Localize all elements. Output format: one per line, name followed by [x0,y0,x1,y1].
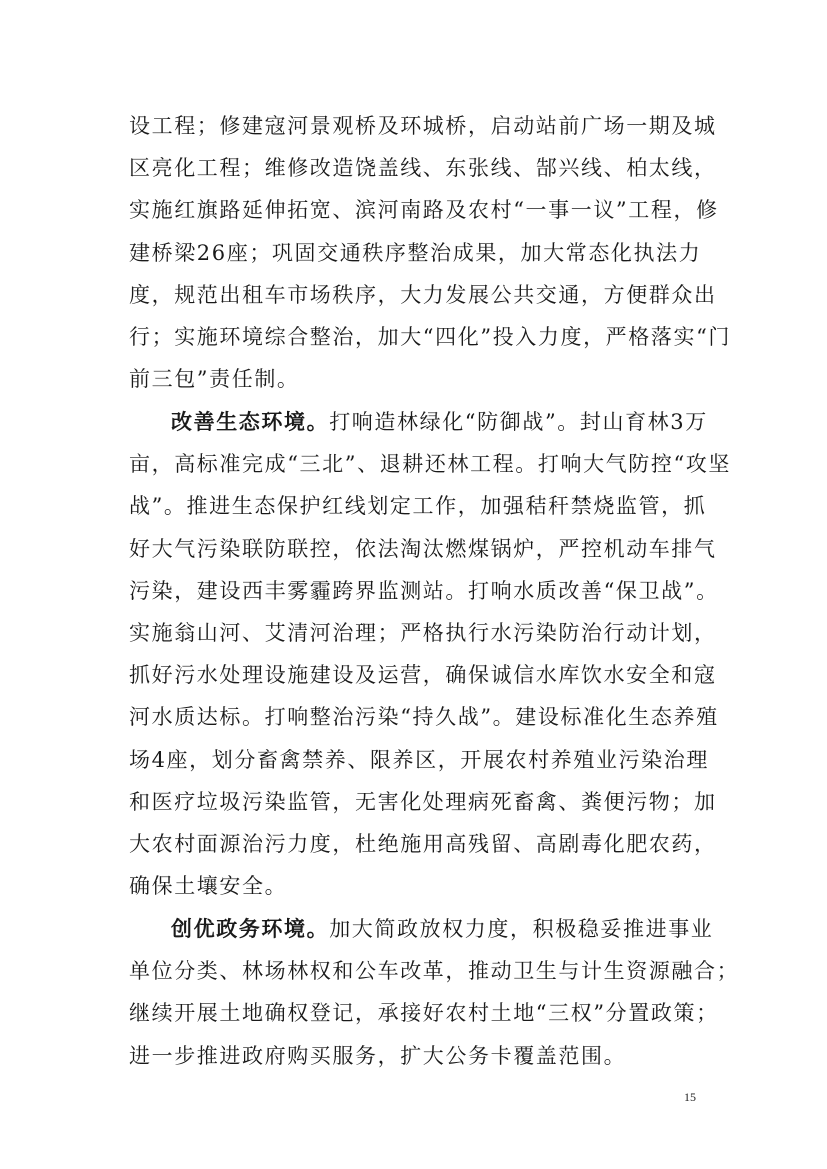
paragraph-ecology [129,401,732,907]
paragraph-line: 大农村面源治污力度，杜绝施用高残留、高剧毒化肥农药， [129,831,717,856]
paragraph-line: 行；实施环境综合整治，加大“四化”投入力度，严格落实“门 [129,324,732,349]
paragraph-line: 好大气污染联防联控，依法淘汰燃煤锅炉，严控机动车排气 [129,536,717,561]
paragraph-line: 继续开展土地确权登记，承接好农村土地“三权”分置政策； [129,1001,719,1026]
paragraph-line: 亩，高标准完成“三北”、退耕还林工程。打响大气防控“攻坚 [129,452,732,477]
paragraph-infrastructure [129,105,732,400]
section-heading-governance: 创优政务环境。 [171,917,330,941]
paragraph-line-rest: 加大简政放权力度，积极稳妥推进事业 [329,917,714,941]
paragraph-line: 度，规范出租车市场秩序，大力发展公共交通，方便群众出 [129,282,717,307]
paragraph-line: 场4座，划分畜禽禁养、限养区，开展农村养殖业污染治理 [129,747,709,772]
paragraph-line: 设工程；修建寇河景观桥及环城桥，启动站前广场一期及城 [129,114,717,138]
paragraph-line: 和医疗垃圾污染监管，无害化处理病死畜禽、粪便污物；加 [129,789,717,814]
paragraph-first-line [129,401,708,443]
paragraph-line: 战”。推进生态保护红线划定工作，加强秸秆禁烧监管，抓 [129,494,707,519]
paragraph-line: 单位分类、林场林权和公车改革，推动卫生与计生资源融合； [129,959,740,984]
paragraph-line: 前三包”责任制。 [129,367,300,392]
paragraph-line: 确保土壤安全。 [129,874,288,899]
paragraph-line: 污染，建设西丰雾霾跨界监测站。打响水质改善“保卫战”。 [129,578,719,603]
paragraph-line: 区亮化工程；维修改造饶盖线、东张线、郜兴线、柏太线， [129,156,717,181]
paragraph-line: 进一步推进政府购买服务，扩大公务卡覆盖范围。 [129,1043,627,1068]
paragraph-line-rest: 打响造林绿化“防御战”。封山育林3万 [329,410,708,434]
section-heading-ecology: 改善生态环境。 [171,410,330,434]
page-number: 15 [684,1090,696,1104]
paragraph-line: 实施红旗路延伸拓宽、滨河南路及农村“一事一议”工程，修 [129,198,719,223]
paragraph-line: 实施翁山河、艾清河治理；严格执行水污染防治行动计划， [129,620,717,645]
paragraph-governance [129,908,740,1077]
paragraph-line: 抓好污水处理设施建设及运营，确保诚信水库饮水安全和寇 [129,663,717,688]
paragraph-line: 建桥梁26座；巩固交通秩序整治成果，加大常态化执法力 [129,240,702,265]
paragraph-first-line [129,908,714,950]
paragraph-line: 河水质达标。打响整治污染“持久战”。建设标准化生态养殖 [129,705,719,730]
